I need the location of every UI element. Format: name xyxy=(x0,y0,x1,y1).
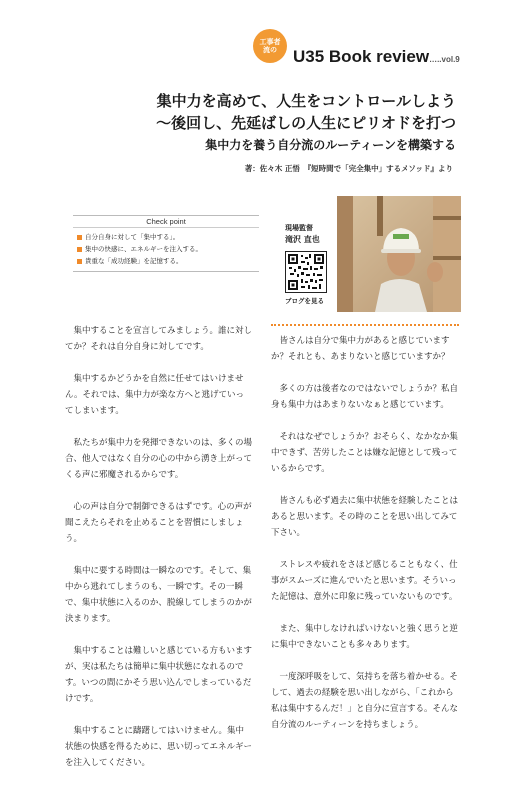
blog-link[interactable]: ブログを見る xyxy=(285,297,324,305)
paragraph: 皆さんも必ず過去に集中状態を経験したことはあると思います。その時のことを思い出してみて下さい。 xyxy=(271,496,459,538)
paragraph: 心の声は自分で制御できるはずです。心の声が聞こえたらそれを止めることを習慣にしましょう。 xyxy=(65,502,252,544)
checkpoint-box xyxy=(73,215,259,272)
body-left-column xyxy=(65,323,252,787)
supervisor-role: 現場監督 xyxy=(285,224,313,232)
paragraph: 集中に要する時間は一瞬なのです。そして、集中から逃れてしまうのも、一瞬です。その一瞬で、集中状態に入るのか、脱線してしまうのかが決まります。 xyxy=(65,566,252,624)
paragraph: 多くの方は後者なのではないでしょうか？私自身も集中力はあまりないなぁと感じています。 xyxy=(271,384,459,410)
article-title-line2: 〜後回し、先延ばしの人生にピリオドを打つ xyxy=(156,114,456,132)
paragraph: 集中することに躊躇してはいけません。集中状態の快感を得るために、思い切ってエネルギーを注入してください。 xyxy=(65,726,253,768)
series-title: U35 Book review xyxy=(293,47,430,66)
paragraph: 一度深呼吸をして、気持ちを落ち着かせる。そして、過去の経験を思い出しながら、「これから私は集中するんだ！」と自分に宣言する。そんな自分流のルーティーンを持ちましょう。 xyxy=(271,672,459,730)
paragraph: 集中することは難しいと感じている方もいますが、実は私たちは簡単に集中状態になれるのです。いつの間にかそう思い込んでしまっているだけです。 xyxy=(65,646,253,704)
checkpoint-title: Check point xyxy=(73,217,259,228)
bullet-icon xyxy=(77,247,82,252)
bullet-icon xyxy=(77,259,82,264)
paragraph: 皆さんは自分で集中力があると感じていますか？それとも、あまりないと感じていますか？ xyxy=(271,336,450,362)
paragraph: 集中するかどうかを自然に任せてはいけません。それでは、集中力が楽な方へと逃げていってしまいます。 xyxy=(65,374,245,416)
qr-code-icon[interactable] xyxy=(285,251,327,293)
column-divider xyxy=(271,324,459,326)
article-subtitle: 集中力を養う自分流のルーティーンを構築する xyxy=(205,138,456,152)
bullet-icon xyxy=(77,235,82,240)
body-right-column xyxy=(271,333,458,749)
paragraph: それはなぜでしょうか？おそらく、なかなか集中できず、苦労したことは嫌な記憶として残っているからです。 xyxy=(271,432,458,474)
volume-label: …..vol.9 xyxy=(429,55,460,64)
article-title-line1: 集中力を高めて、人生をコントロールしよう xyxy=(156,92,456,110)
paragraph: 集中することを宣言してみましょう。誰に対してか？それは自分自身に対してです。 xyxy=(65,326,253,352)
book-credit: 著：佐々木 正悟 『短時間で「完全集中」するメソッド』より xyxy=(244,164,453,173)
paragraph: 私たちが集中力を発揮できないのは、多くの場合、他人ではなく自分の心の中から湧き上がってくる声に邪魔されるからです。 xyxy=(65,438,253,480)
supervisor-name: 滝沢 直也 xyxy=(285,235,320,244)
checkpoint-item: 集中の快感に、エネルギーを注入する。 xyxy=(77,244,202,253)
series-badge: 工事者流の xyxy=(253,29,287,63)
paragraph: ストレスや疲れをさほど感じることもなく、仕事がスムーズに進んでいたと思います。そういった記憶は、意外に印象に残っていないものです。 xyxy=(271,560,458,602)
series-label xyxy=(293,47,460,67)
supervisor-photo xyxy=(337,196,461,312)
paragraph: また、集中しなければいけないと強く思うと逆に集中できないことも多々あります。 xyxy=(271,624,459,650)
checkpoint-item: 自分自身に対して「集中する」。 xyxy=(77,232,179,241)
checkpoint-item: 貴重な「成功経験」を記憶する。 xyxy=(77,256,183,265)
